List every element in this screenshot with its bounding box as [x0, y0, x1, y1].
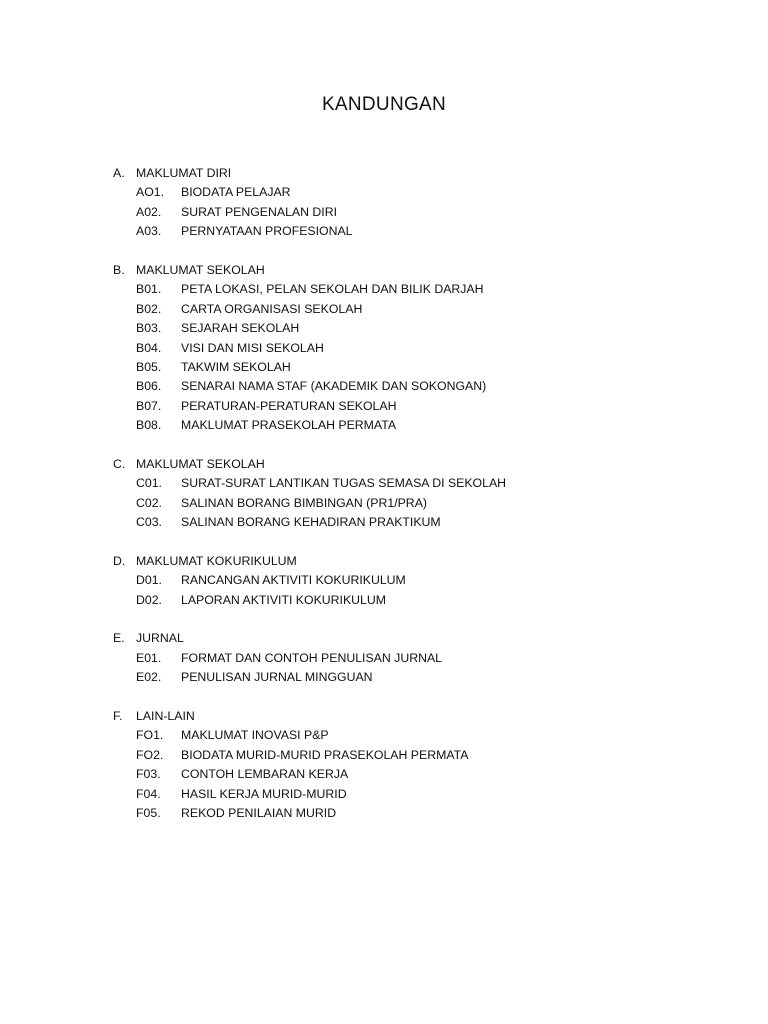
section-letter: A.: [113, 166, 125, 180]
toc-item: [113, 358, 713, 377]
table-of-contents: [113, 164, 713, 843]
toc-item: [113, 183, 713, 202]
item-code: D01.: [136, 573, 162, 588]
item-text: VISI DAN MISI SEKOLAH: [181, 340, 324, 355]
item-code: C03.: [136, 515, 162, 530]
toc-item: [113, 804, 713, 823]
item-text: LAPORAN AKTIVITI KOKURIKULUM: [181, 592, 386, 607]
item-text: PERNYATAAN PROFESIONAL: [181, 224, 353, 239]
toc-item: [113, 203, 713, 222]
item-code: FO1.: [136, 728, 164, 743]
toc-item: [113, 513, 713, 532]
item-text: SURAT-SURAT LANTIKAN TUGAS SEMASA DI SEKOLAH: [181, 476, 507, 491]
section-title: MAKLUMAT KOKURIKULUM: [136, 553, 297, 568]
item-code: C01.: [136, 476, 162, 491]
item-code: E01.: [136, 650, 162, 665]
item-text: PENULISAN JURNAL MINGGUAN: [181, 670, 373, 685]
item-text: FORMAT DAN CONTOH PENULISAN JURNAL: [181, 650, 443, 665]
toc-item: [113, 494, 713, 513]
toc-item: [113, 416, 713, 435]
section-letter: D.: [113, 553, 126, 568]
item-code: D02.: [136, 592, 162, 607]
item-text: MAKLUMAT PRASEKOLAH PERMATA: [181, 418, 397, 433]
item-code: FO2.: [136, 747, 164, 762]
item-code: A03.: [136, 224, 162, 239]
section-letter: C.: [113, 456, 126, 471]
section-heading: [113, 552, 713, 571]
item-text: SURAT PENGENALAN DIRI: [181, 204, 338, 219]
toc-item: [113, 377, 713, 396]
toc-section-c: [113, 455, 713, 533]
toc-item: [113, 746, 713, 765]
section-title: MAKLUMAT SEKOLAH: [136, 456, 265, 471]
item-code: B07.: [136, 398, 162, 413]
toc-section-f: [113, 707, 713, 823]
item-text: RANCANGAN AKTIVITI KOKURIKULUM: [181, 573, 406, 588]
item-text: SALINAN BORANG BIMBINGAN (PR1/PRA): [181, 495, 427, 510]
item-text: MAKLUMAT INOVASI P&P: [181, 728, 329, 743]
item-code: F03.: [136, 767, 161, 782]
toc-item: [113, 726, 713, 745]
item-text: SALINAN BORANG KEHADIRAN PRAKTIKUM: [181, 515, 441, 530]
section-heading: [113, 261, 713, 280]
item-code: E02.: [136, 670, 162, 685]
section-letter: F.: [113, 708, 123, 723]
page-title: KANDUNGAN: [321, 94, 447, 115]
toc-item: [113, 668, 713, 687]
item-code: B05.: [136, 359, 162, 374]
toc-item: [113, 300, 713, 319]
item-text: PETA LOKASI, PELAN SEKOLAH DAN BILIK DARJAH: [181, 282, 484, 297]
section-title: MAKLUMAT DIRI: [136, 166, 232, 180]
toc-item: [113, 571, 713, 590]
toc-section-d: [113, 552, 713, 610]
toc-section-a: [113, 164, 713, 242]
item-text: TAKWIM SEKOLAH: [181, 359, 291, 374]
item-code: B01.: [136, 282, 162, 297]
toc-item: [113, 765, 713, 784]
toc-section-b: [113, 261, 713, 436]
item-code: B06.: [136, 379, 162, 394]
toc-section-e: [113, 629, 713, 687]
item-text: HASIL KERJA MURID-MURID: [181, 786, 347, 801]
section-heading: [113, 707, 713, 726]
item-text: SEJARAH SEKOLAH: [181, 321, 300, 336]
item-code: F04.: [136, 786, 161, 801]
toc-item: [113, 319, 713, 338]
item-text: SENARAI NAMA STAF (AKADEMIK DAN SOKONGAN): [181, 379, 487, 394]
section-letter: E.: [113, 631, 125, 646]
item-text: CARTA ORGANISASI SEKOLAH: [181, 301, 363, 316]
toc-item: [113, 280, 713, 299]
toc-item: [113, 649, 713, 668]
toc-item: [113, 474, 713, 493]
toc-item: [113, 339, 713, 358]
item-code: AO1.: [136, 185, 165, 200]
item-text: CONTOH LEMBARAN KERJA: [181, 767, 349, 782]
item-text: BIODATA MURID-MURID PRASEKOLAH PERMATA: [181, 747, 469, 762]
toc-item: [113, 222, 713, 241]
section-heading: [113, 164, 713, 183]
item-code: C02.: [136, 495, 162, 510]
section-title: MAKLUMAT SEKOLAH: [136, 262, 265, 277]
item-code: B03.: [136, 321, 162, 336]
item-text: BIODATA PELAJAR: [181, 185, 291, 200]
item-text: REKOD PENILAIAN MURID: [181, 805, 337, 820]
item-code: A02.: [136, 204, 162, 219]
section-title: JURNAL: [136, 631, 184, 646]
item-text: PERATURAN-PERATURAN SEKOLAH: [181, 398, 397, 413]
item-code: B02.: [136, 301, 162, 316]
section-title: LAIN-LAIN: [136, 708, 195, 723]
toc-item: [113, 397, 713, 416]
section-heading: [113, 455, 713, 474]
section-heading: [113, 629, 713, 648]
toc-item: [113, 591, 713, 610]
item-code: B08.: [136, 418, 162, 433]
item-code: F05.: [136, 805, 161, 820]
section-letter: B.: [113, 262, 125, 277]
item-code: B04.: [136, 340, 162, 355]
toc-item: [113, 785, 713, 804]
